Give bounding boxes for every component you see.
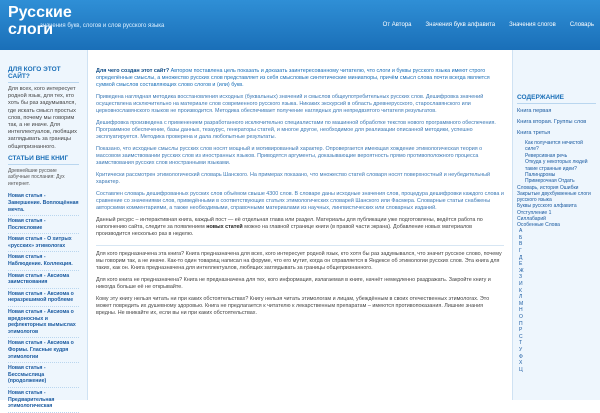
toc-letter[interactable]: Ф — [519, 353, 523, 360]
article-link[interactable]: Новая статья - Наблюдение. Коллекция. — [8, 254, 79, 270]
toc-letter[interactable]: Д — [519, 254, 523, 261]
article-link[interactable]: Новая статья - Аксиома о Формы. Гласные кудря этимологии — [8, 340, 79, 363]
toc-letter[interactable]: Б — [519, 234, 523, 241]
toc-letter[interactable]: О — [519, 313, 523, 320]
who-heading: ДЛЯ КОГО ЭТОТ САЙТ? — [8, 66, 61, 80]
toc-item[interactable]: Закрытые двухбуквенные слоги русского языка — [517, 191, 591, 204]
toc-book-2[interactable]: Книга вторая. Группы слов — [517, 119, 587, 125]
paragraph: Для кого предназначена эта книга? Книга предназначена для всех, кого интересует родной язык, кто хотя бы раз задумывался, что значит русское слово, почему мы говорим так, а не иначе. Как-то один товарищ написал на форуме, что его мутит, когда он справляется в Яндексе об этимологии русских слов. Эта книга для таких, как он. Книга предназначена для интеллектуалов, любящих заглядывать за границы общепризнанного. — [96, 251, 502, 271]
toc-letter[interactable]: Н — [519, 307, 523, 314]
nav-item-dictionary[interactable]: Словарь — [569, 22, 594, 28]
toc-letter[interactable]: С — [519, 333, 523, 340]
articles-intro: Древнейшие русские азбучные послания: Дух интернет. — [8, 167, 65, 187]
toc-item[interactable]: Особенные Слова — [517, 222, 560, 229]
toc-letter[interactable]: Е — [519, 261, 523, 268]
nav-item-author[interactable]: От Автора — [382, 22, 412, 28]
site-title[interactable]: Русские слоги — [8, 4, 72, 38]
site-header — [0, 0, 600, 50]
article-link[interactable]: Новая статья - Бессмыслица (продолжение) — [8, 365, 79, 388]
toc-item[interactable]: Словарь, история Ошибки — [517, 184, 579, 191]
site-description: значения букв, слогов и слов русского языка — [40, 23, 165, 29]
paragraph-text: можно на главной странице книги (в правой части экрана). Добавление новых материалов производится несколько раз в неделю. — [96, 224, 473, 237]
toc-letter[interactable]: В — [519, 241, 523, 248]
main-content — [96, 68, 504, 400]
main-nav — [383, 22, 594, 28]
article-link[interactable]: Новая статья - Аксиома о неразрешимой проблеме — [8, 291, 79, 307]
intro-label: Для чего создан этот сайт? — [96, 68, 170, 74]
paragraph: Показано, что исходные смыслы русских слов носят мощный и мотивированный характер. Опровергается имеющая хождение этимологическая теория о массовом заимствовании русских слов из иностранных языков. Приводятся аргументы, доказывающие вероятность прямо противоположного процесса заимствования русских слов иностранными языками. — [96, 146, 483, 166]
toc-book-3[interactable]: Книга третья — [517, 130, 551, 136]
article-link[interactable]: Новая статья - Предварительная этимологическая — [8, 390, 79, 413]
toc-letter[interactable]: К — [519, 287, 522, 294]
toc-letter[interactable]: У — [519, 346, 523, 353]
paragraph: Составлен словарь дешифрованных русских слов объёмом свыше 4300 слов. В словаре даны исходные значения слов, процедура дешифровки каждого слова и сравнение со значениями слов, приведёнными в соответствующих статьях этимологических словарей Шанского или Фасмера. Словарные статьи снабжены авторскими комментариями, а также необходимыми, справочными материалами из научных, лингвистических или словарных изданий. — [96, 191, 504, 211]
who-text: Для всех, кого интересует родной язык, для тех, кто хоть бы раз задумывался, где искать смысл простых слов, почему мы говорим так, а не иначе. Для интеллектуалов, любящих заглядывать за границы общепризнанного. — [8, 86, 77, 150]
toc-letter[interactable]: М — [519, 300, 524, 307]
right-sidebar — [512, 50, 600, 400]
toc-letter[interactable]: Г — [519, 248, 522, 255]
divider — [96, 245, 504, 246]
article-link[interactable]: Новая статья - Аксиома заимствования — [8, 273, 79, 289]
paragraph: Кому эту книгу нельзя читать ни при каких обстоятельствах? Книгу нельзя читать этимологам и лицам, убеждённым в своих отечественных этимологах. Это может повредить их душевному здоровью. Книга не предлагается к читателю к лекарственным препаратам – имеются противопоказания. Лишние знания вредны. Не вникайте их, если вы ни при каких обстоятельствах. — [96, 296, 490, 316]
left-sidebar — [0, 50, 88, 410]
nav-item-syllables[interactable]: Значения слогов — [509, 22, 556, 28]
toc-item[interactable]: Силлабарий — [517, 215, 546, 222]
intro-paragraph — [96, 68, 504, 89]
paragraph-text: Данный ресурс – интерактивная книга, каждый пост — её отдельная глава или раздел. Материалы для публикации уже подготовлены, ведётся работа по наполнению сайта, следите за появлением — [96, 217, 483, 230]
divider — [8, 82, 79, 83]
toc-letter[interactable]: Т — [519, 340, 523, 347]
toc-subitem[interactable]: Как получается нечистой силе? — [525, 140, 583, 153]
articles-heading: СТАТЬИ ВНЕ КНИГ — [8, 154, 69, 162]
resource-paragraph — [96, 217, 504, 238]
new-articles-link[interactable]: новых статей — [206, 224, 243, 230]
toc-letter[interactable]: И — [519, 281, 523, 288]
toc-book-1[interactable]: Книга первая — [517, 108, 552, 114]
toc-item[interactable]: Буквы русского алфавита — [517, 203, 577, 210]
divider — [8, 164, 79, 165]
toc-letter[interactable]: Х — [519, 360, 523, 367]
toc-subitem[interactable]: Палиндромы — [525, 172, 556, 179]
intro-text: Автором поставлена цель показать и доказать заинтересованному читателю, что слоги и буквы русского языка имеют строго определённые смыслы, а множество русских слов представляет из себя смысловые синтетические миниатюры, причём смысл слова почти всегда является суммой смыслов составляющих слово слогов и (или) букв. — [96, 68, 490, 88]
toc-letter[interactable]: А — [519, 228, 523, 235]
paragraph: Для кого книга не предназначена? Книга не предназначена для тех, кого информация, излагаемая в книге, начнёт немедленно раздражать. Закройте книгу и никогда больше её не открывайте. — [96, 277, 491, 290]
toc-item[interactable]: Отступление 1 — [517, 209, 552, 216]
toc-letter[interactable]: Р — [519, 327, 523, 334]
toc-subitem[interactable]: Примерочная Отдать — [525, 178, 575, 185]
article-link[interactable]: Новая статья - Завершение. Воплощённая мечта. — [8, 193, 79, 216]
divider — [517, 103, 596, 104]
article-link[interactable]: Новая статья - Аксиома о вредоносных и рефлекторных вымыслах этимологов — [8, 309, 79, 338]
nav-item-letters[interactable]: Значения букв алфавита — [425, 22, 496, 28]
article-link[interactable]: Новая статья - О хитрых «русских» этимологах — [8, 236, 79, 252]
toc-letter[interactable]: П — [519, 320, 523, 327]
paragraph: Дешифровка произведена с применением разработанного исключительно специалистами по машинной обработке текстов нового программного обеспечения. Программное обеспечение, базы данных, тезаурус, генераторы статей, и многое другое, необходимое для реализации описанной методики, успешно эксплуатируется. Методика проверена и дала любопытные результаты. — [96, 120, 496, 140]
toc-subitem[interactable]: Реверсивная речь — [525, 152, 568, 159]
toc-letter[interactable]: Ц — [519, 366, 523, 373]
paragraph: Критически рассмотрен этимологический словарь Шанского. На примерах показано, что множество статей словаря носят поверхностный и неубедительный характер. — [96, 172, 491, 185]
toc-letter[interactable]: Л — [519, 294, 523, 301]
toc-letter[interactable]: Ж — [519, 267, 524, 274]
toc-heading: СОДЕРЖАНИЕ — [517, 94, 564, 101]
paragraph: Приведена наглядная методика восстановления исходных (буквальных) значений и смыслов общеупотребительных русских слов. Дешифровка значений осуществлена исключительно на материале слов современного русского языка. Никаких экскурсий в область древнерусского, старославянского или церковнославянского языков не производится. Методика обеспечивает получение наглядных для непредвзятого читателя результатов. — [96, 94, 484, 114]
article-link[interactable]: Новая статья - Послесловие — [8, 218, 79, 234]
toc-subitem[interactable]: Откуда у некоторых людей такие странные идеи? — [525, 159, 588, 172]
toc-letter[interactable]: З — [519, 274, 523, 281]
